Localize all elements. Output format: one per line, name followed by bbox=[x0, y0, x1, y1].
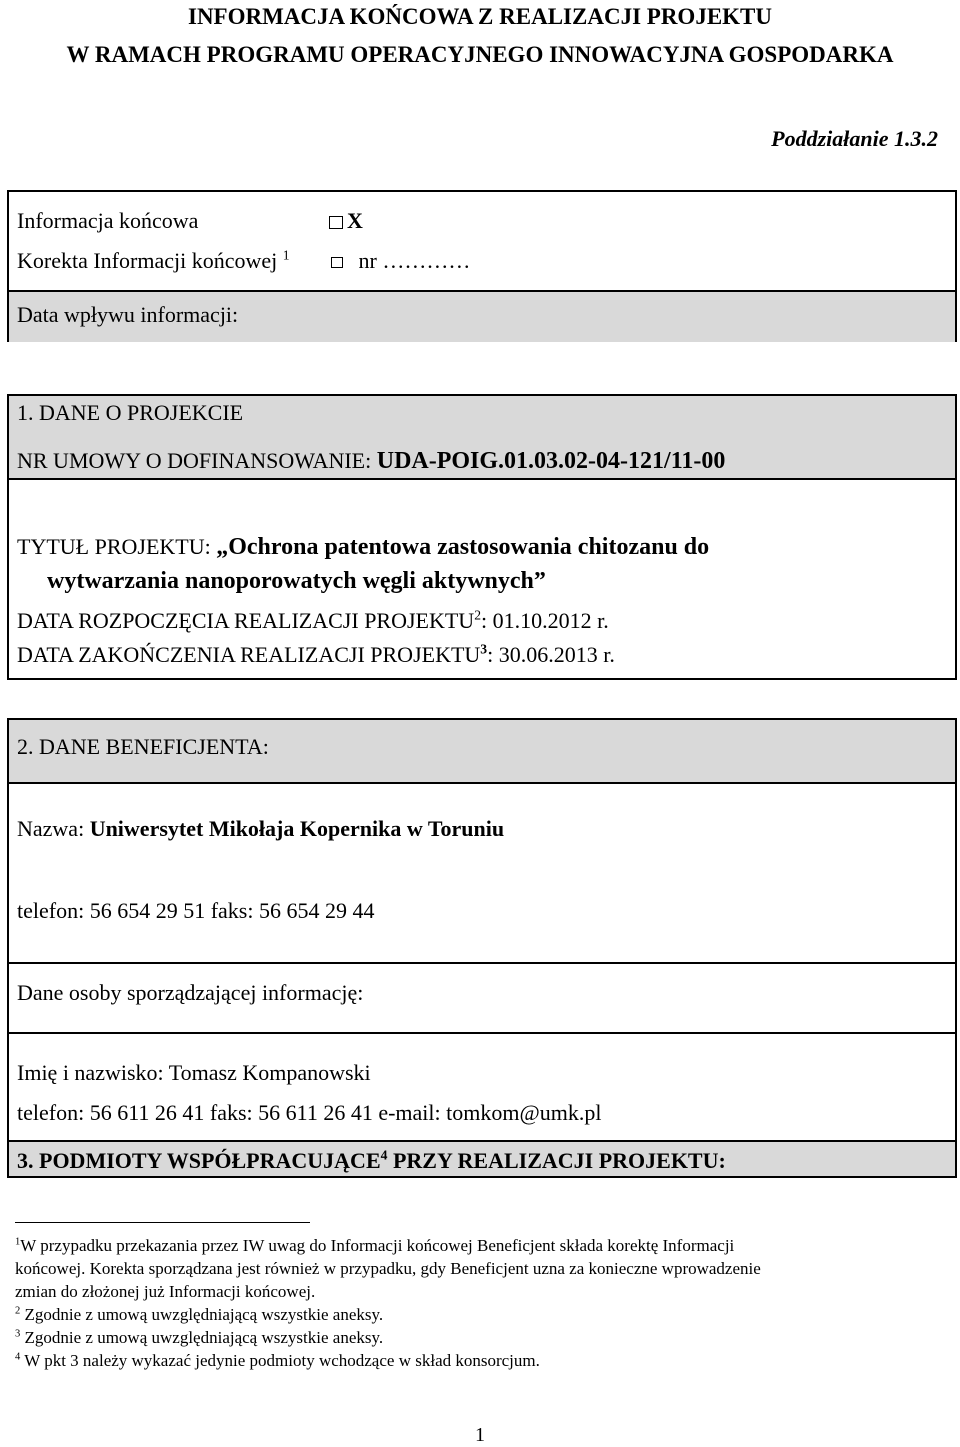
final-report-label: Informacja końcowa bbox=[17, 208, 199, 233]
footnote-4: $^4$ W pkt 3 należy wykazać jedynie podmioty wchodzące w skład konsorcjum. bbox=[15, 1351, 540, 1370]
section1-heading: 1. DANE O PROJEKCIE bbox=[17, 400, 244, 425]
section-project-data bbox=[7, 394, 957, 680]
final-report-checkbox[interactable] bbox=[329, 208, 363, 234]
correction-label: Korekta Informacji końcowej $^1$ bbox=[17, 247, 290, 273]
page-number: 1 bbox=[475, 1424, 485, 1446]
footnotes bbox=[15, 1234, 945, 1372]
footnote-ref: 3 bbox=[480, 641, 488, 657]
correction-number: nr ………… bbox=[358, 248, 471, 273]
divider bbox=[9, 1032, 955, 1034]
preparer-name: Imię i nazwisko: Tomasz Kompanowski bbox=[17, 1060, 371, 1085]
end-date-value: : 30.06.2013 r. bbox=[487, 642, 615, 667]
project-title: TYTUŁ PROJEKTU: „Ochrona patentowa zastosowania chitozanu do bbox=[17, 534, 710, 560]
beneficiary-name: Nazwa: Uniwersytet Mikołaja Kopernika w Toruniu bbox=[17, 816, 505, 841]
document-title-line1: INFORMACJA KOŃCOWA Z REALIZACJI PROJEKTU bbox=[188, 4, 772, 29]
footnote-ref: 4 bbox=[380, 1147, 388, 1163]
section2-heading: 2. DANE BENEFICJENTA: bbox=[17, 734, 269, 759]
beneficiary-name-value: Uniwersytet Mikołaja Kopernika w Toruniu bbox=[89, 816, 505, 841]
section-partners bbox=[7, 1140, 957, 1178]
checkbox-mark: X bbox=[347, 208, 363, 233]
project-title-value-cont: wytwarzania nanoporowatych węgli aktywnych” bbox=[47, 568, 546, 594]
section3-heading: 3. PODMIOTY WSPÓŁPRACUJĄCE$^4$ PRZY REALIZACJI PROJEKTU: bbox=[17, 1147, 726, 1173]
footnote-1: $^1$W przypadku przekazania przez IW uwag do Informacji końcowej Beneficjent składa korektę Informacji bbox=[15, 1236, 735, 1255]
end-date: DATA ZAKOŃCZENIA REALIZACJI PROJEKTU$^3$: 30.06.2013 r. bbox=[17, 641, 615, 667]
checkbox-icon bbox=[331, 257, 343, 268]
agreement-value: UDA-POIG.01.03.02-04-121/11-00 bbox=[376, 448, 726, 474]
beneficiary-phone: telefon: 56 654 29 51 faks: 56 654 29 44 bbox=[17, 898, 375, 923]
project-title-value: „Ochrona patentowa zastosowania chitozanu do bbox=[216, 534, 710, 560]
document-title-line2: W RAMACH PROGRAMU OPERACYJNEGO INNOWACYJNA GOSPODARKA bbox=[66, 42, 894, 67]
agreement-number: NR UMOWY O DOFINANSOWANIE: UDA-POIG.01.03.02-04-121/11-00 bbox=[17, 448, 726, 474]
footnote-1-cont2: zmian do złożonej już Informacji końcowej. bbox=[15, 1282, 316, 1301]
preparer-contact: telefon: 56 611 26 41 faks: 56 611 26 41 e-mail: tomkom@umk.pl bbox=[17, 1100, 602, 1125]
start-date-value: : 01.10.2012 r. bbox=[481, 608, 609, 633]
footnote-3: $^3$ Zgodnie z umową uwzględniającą wszystkie aneksy. bbox=[15, 1328, 384, 1347]
footnote-separator bbox=[15, 1222, 310, 1223]
checkbox-icon bbox=[329, 216, 343, 229]
section-beneficiary bbox=[7, 718, 957, 1142]
start-date: DATA ROZPOCZĘCIA REALIZACJI PROJEKTU$^2$: 01.10.2012 r. bbox=[17, 607, 609, 633]
report-type-box bbox=[7, 190, 957, 342]
footnote-1-cont: końcowej. Korekta sporządzana jest również w przypadku, gdy Beneficjent uzna za konieczne wprowadzenie bbox=[15, 1259, 761, 1278]
footnote-2: $^2$ Zgodnie z umową uwzględniającą wszystkie aneksy. bbox=[15, 1305, 384, 1324]
poddzialanie-label: Poddziałanie 1.3.2 bbox=[771, 126, 938, 151]
footnote-ref: 2 bbox=[474, 607, 482, 623]
preparer-heading: Dane osoby sporządzającej informację: bbox=[17, 980, 364, 1005]
divider bbox=[9, 962, 955, 964]
receipt-date-label: Data wpływu informacji: bbox=[17, 302, 239, 327]
footnote-ref: 1 bbox=[282, 247, 290, 263]
correction-checkbox[interactable] bbox=[331, 248, 470, 274]
